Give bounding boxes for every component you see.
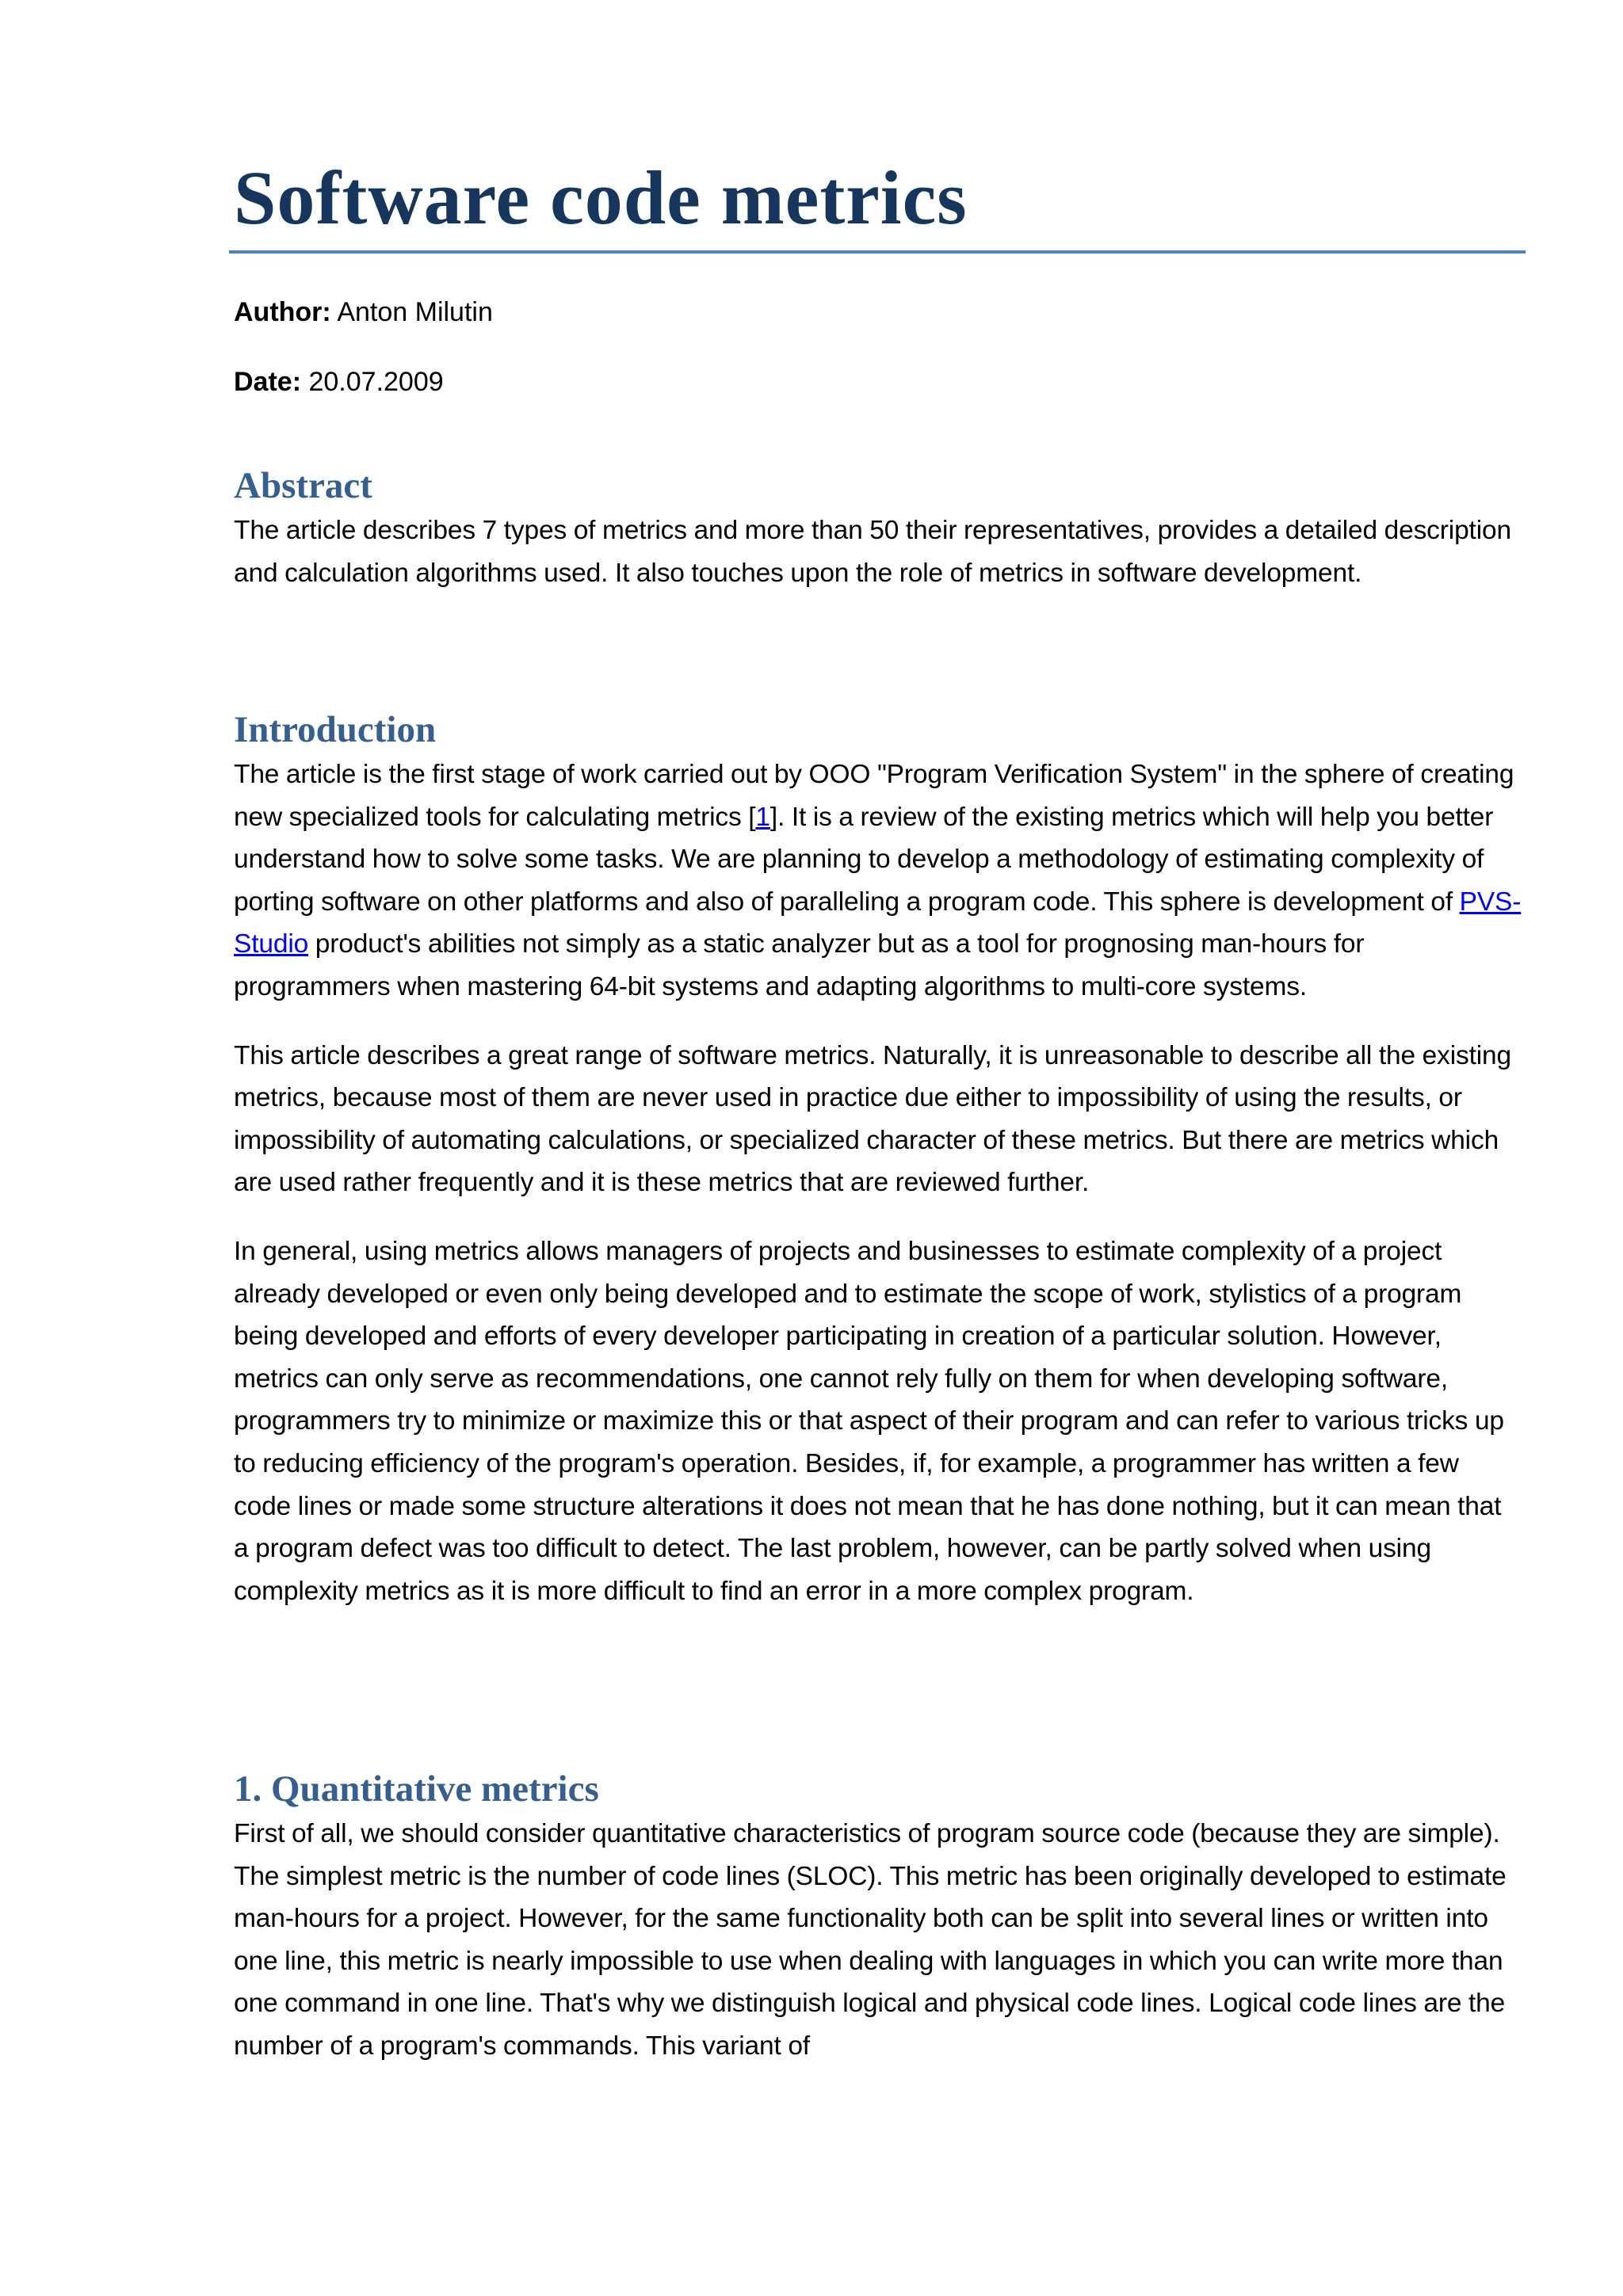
document-page bbox=[234, 151, 1522, 2061]
intro-p1-text-b: ]. It is a review of the existing metrics which will help you better understand how to solve some tasks. We are planning to develop a methodology of estimating complexity of porting software on other platforms and also of paralleling a program code. This sphere is development of bbox=[234, 802, 1494, 917]
introduction-paragraph-3: In general, using metrics allows managers of projects and businesses to estimate complexity of a project already developed or even only being developed and to estimate the scope of work, stylistics of a program being developed and efforts of every developer participating in creation of a particular solution. However, metrics can only serve as recommendations, one cannot rely fully on them for when developing software, programmers try to minimize or maximize this or that aspect of their program and can refer to various tricks up to reducing efficiency of the program's operation. Besides, if, for example, a programmer has written a few code lines or made some structure alterations it does not mean that he has done nothing, but it can mean that a program defect was too difficult to detect. The last problem, however, can be partly solved when using complexity metrics as it is more difficult to find an error in a more complex program. bbox=[234, 1236, 1504, 1606]
date-label: Date: bbox=[234, 367, 302, 397]
abstract-heading: Abstract bbox=[234, 465, 372, 506]
author-label: Author: bbox=[234, 297, 331, 327]
abstract-section bbox=[234, 463, 1522, 594]
date-line bbox=[234, 363, 1522, 401]
author-line bbox=[234, 293, 1522, 331]
quantitative-metrics-section bbox=[234, 1767, 1522, 2068]
intro-p1-text-a: The article is the first stage of work carried out by OOO "Program Verification System" in the sphere of creating new specialized tools for calculating metrics [ bbox=[234, 760, 1514, 832]
pvs-studio-link[interactable]: PVS-Studio bbox=[234, 887, 1522, 959]
introduction-heading: Introduction bbox=[234, 709, 437, 750]
document-meta bbox=[234, 293, 1522, 401]
abstract-text: The article describes 7 types of metrics and more than 50 their representatives, provides a detailed description and calculation algorithms used. It also touches upon the role of metrics in software development. bbox=[234, 516, 1511, 588]
date-value: 20.07.2009 bbox=[308, 367, 444, 397]
introduction-paragraph-1 bbox=[234, 753, 1522, 1009]
introduction-paragraph-2: This article describes a great range of software metrics. Naturally, it is unreasonable to describe all the existing metrics, because most of them are never used in practice due either to impossibility of using the results, or impossibility of automating calculations, or specialized character of these metrics. But there are metrics which are used rather frequently and it is these metrics that are reviewed further. bbox=[234, 1040, 1512, 1198]
title-underline bbox=[229, 250, 1526, 254]
quantitative-metrics-paragraph-1: First of all, we should consider quantitative characteristics of program source code (because they are simple). The simplest metric is the number of code lines (SLOC). This metric has been originally developed to estimate man-hours for a project. However, for the same functionality both can be split into several lines or written into one line, this metric is nearly impossible to use when dealing with languages in which you can write more than one command in one line. That's why we distinguish logical and physical code lines. Logical code lines are the number of a program's commands. This variant of bbox=[234, 1819, 1507, 2061]
introduction-section bbox=[234, 707, 1522, 1612]
author-name: Anton Milutin bbox=[337, 297, 493, 327]
reference-link-1[interactable]: 1 bbox=[755, 802, 770, 832]
quantitative-metrics-heading: 1. Quantitative metrics bbox=[234, 1768, 599, 1810]
intro-p1-text-c: product's abilities not simply as a static analyzer but as a tool for prognosing man-hours for programmers when mastering 64-bit systems and adapting algorithms to multi-core systems. bbox=[234, 929, 1365, 1001]
document-title: Software code metrics bbox=[234, 155, 968, 240]
